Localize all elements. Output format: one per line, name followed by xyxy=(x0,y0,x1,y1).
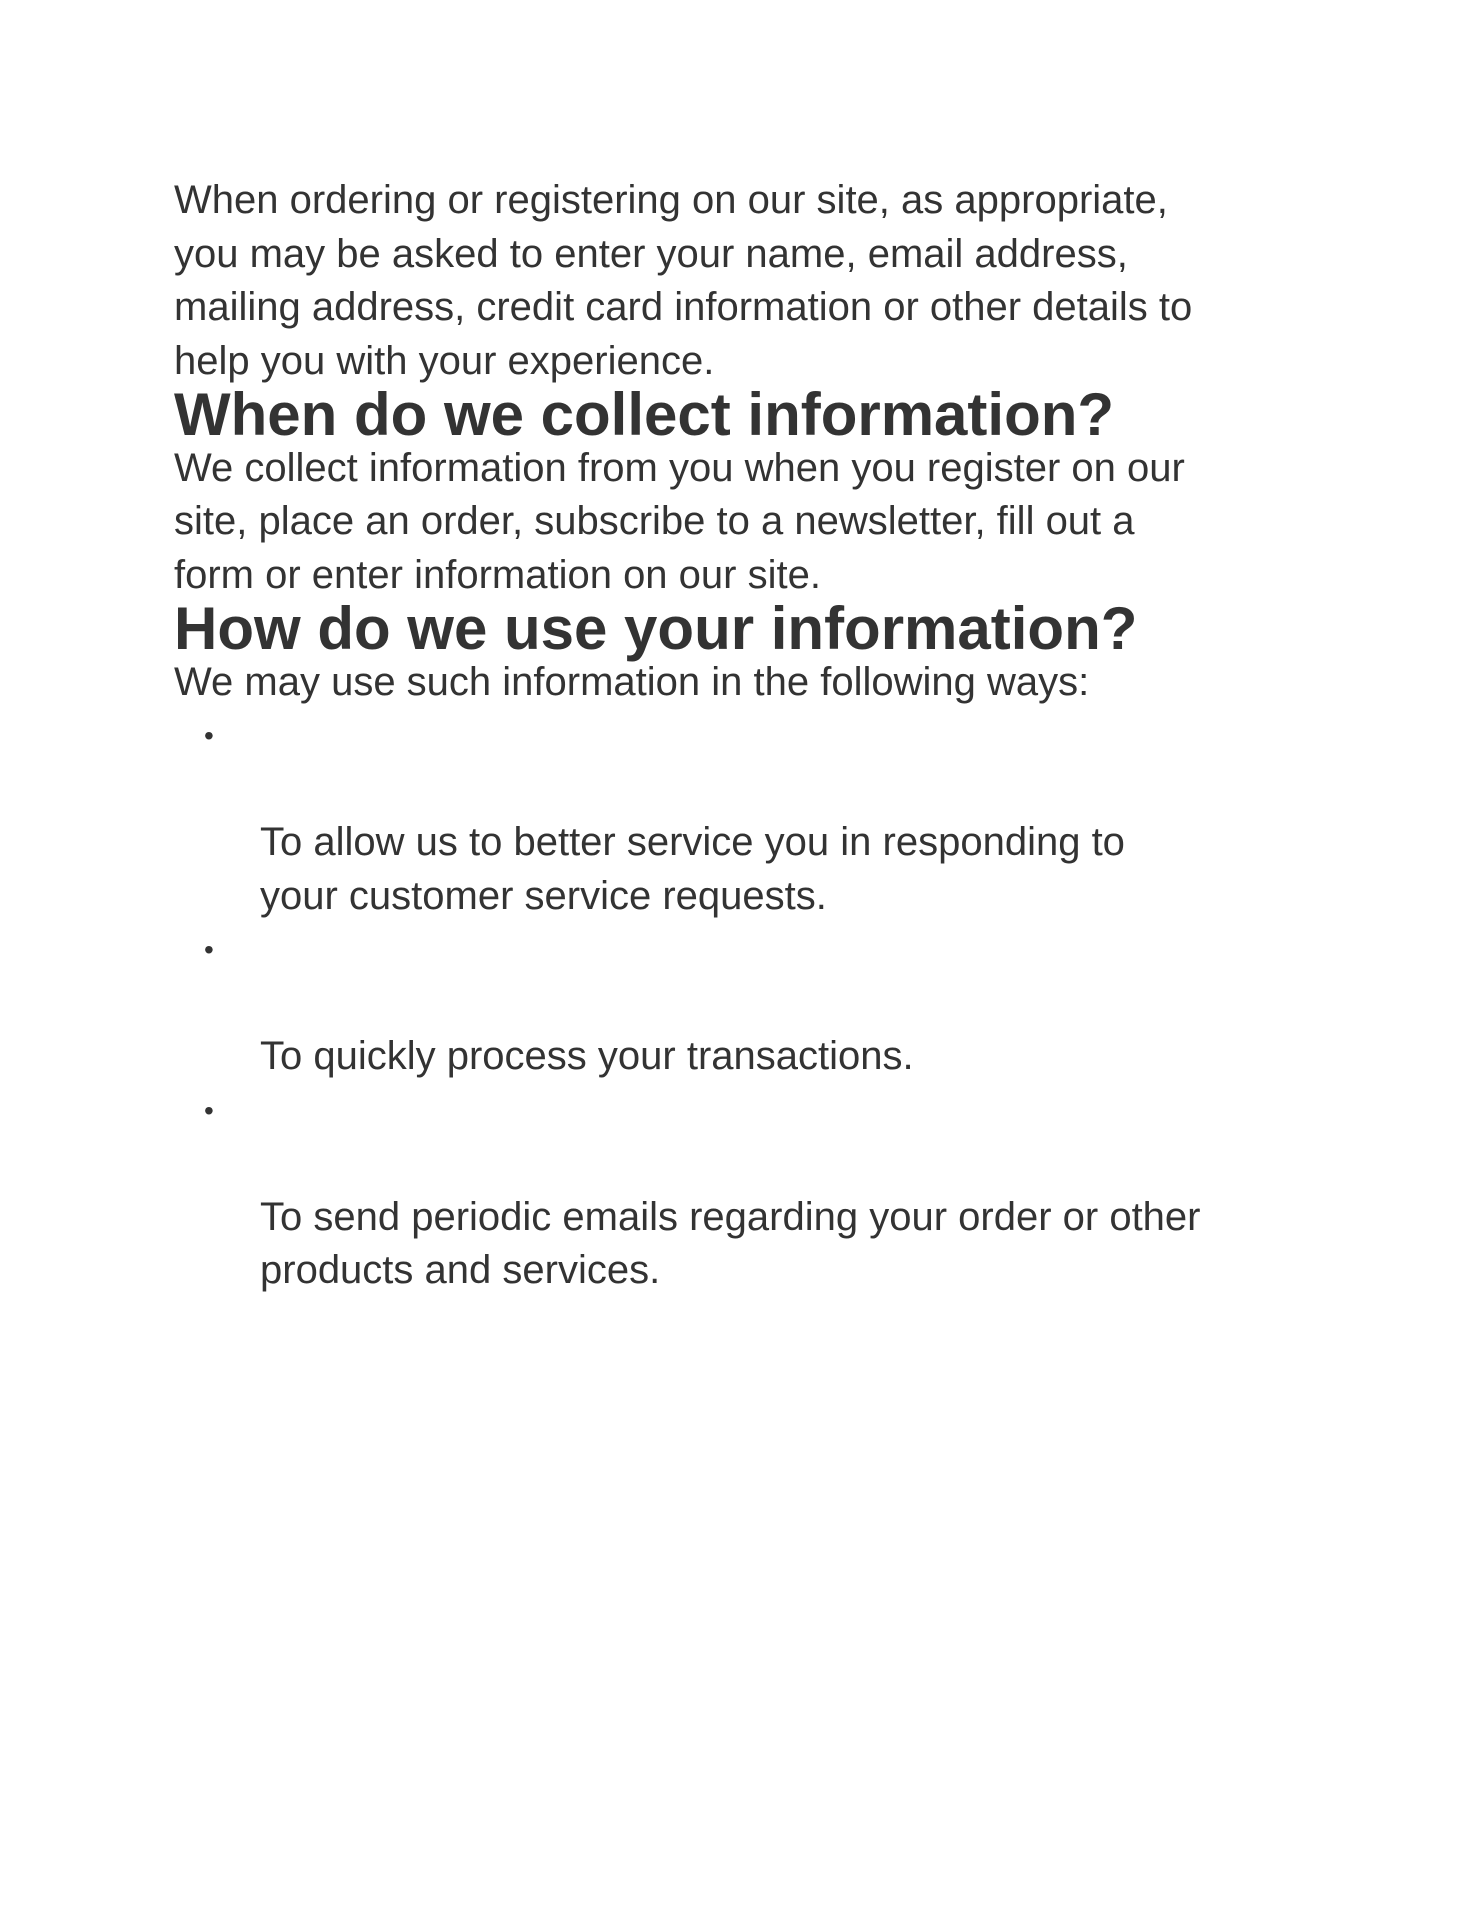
list-item xyxy=(174,923,1314,1084)
list-item xyxy=(174,709,1314,923)
list-item-text: To allow us to better service you in responding to your customer service requests. xyxy=(260,820,1125,918)
list-item xyxy=(174,1084,1314,1298)
list-item-text: To quickly process your transactions. xyxy=(260,1034,914,1078)
usage-bullet-list xyxy=(174,709,1314,1298)
intro-paragraph: When ordering or registering on our site, as appropriate, you may be asked to enter your name, email address, mailing address, credit card information or other details to help you with your experience. xyxy=(174,178,1193,383)
bullet-icon: • xyxy=(204,934,214,965)
document-page xyxy=(174,174,1314,1298)
section-body-collect: We collect information from you when you register on our site, place an order, subscribe to a newsletter, fill out a form or enter information on our site. xyxy=(174,445,1185,597)
section-heading-collect: When do we collect information? xyxy=(174,381,1115,448)
bullet-icon: • xyxy=(204,1094,214,1126)
section-heading-use: How do we use your information? xyxy=(174,595,1138,662)
list-item-text: To send periodic emails regarding your order or other products and services. xyxy=(260,1194,1201,1292)
section-body-use: We may use such information in the following ways: xyxy=(174,659,1090,704)
bullet-icon: • xyxy=(204,720,214,751)
